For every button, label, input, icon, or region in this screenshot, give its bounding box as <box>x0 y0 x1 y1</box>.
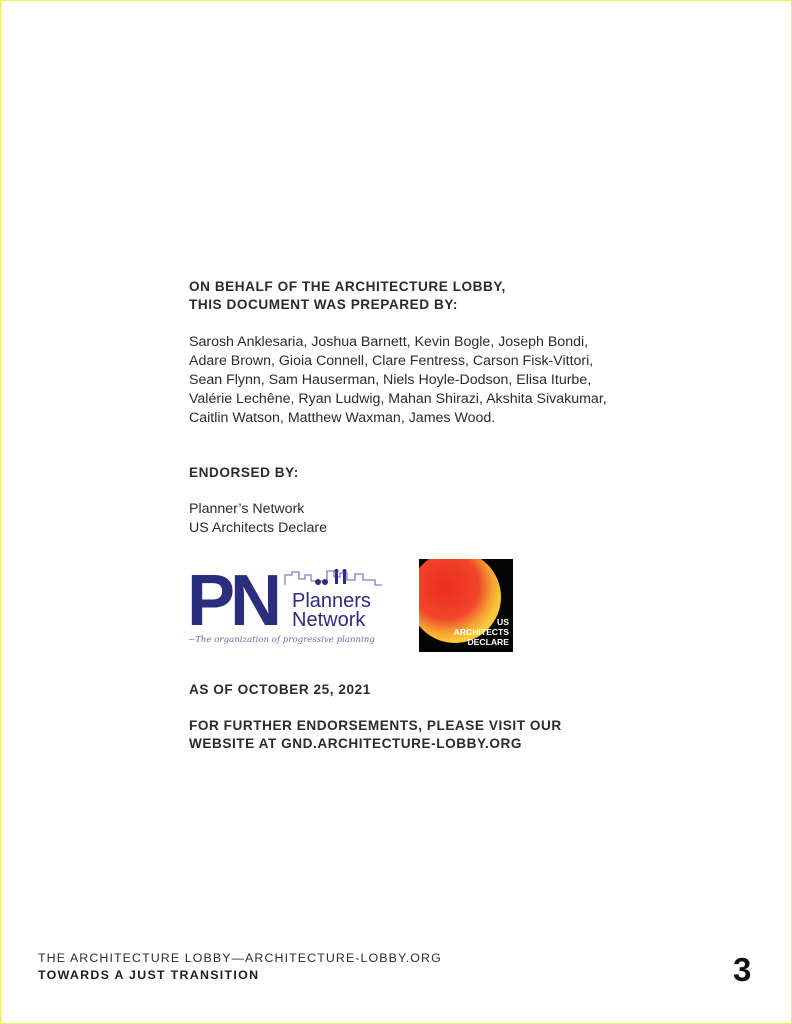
as-of-date <box>189 681 371 699</box>
pn-wordmark-line-1: Planners <box>292 590 371 612</box>
endorsed-by-heading <box>189 464 299 482</box>
usad-text-line-3: DECLARE <box>467 637 509 647</box>
page-number: 3 <box>733 951 752 988</box>
usad-text-line-1: US <box>497 617 509 627</box>
contributors-line: Sarosh Anklesaria, Joshua Barnett, Kevin Bogle, Joseph Bondi, <box>189 334 589 350</box>
as-of-text: AS OF OCTOBER 25, 2021 <box>189 682 371 697</box>
endorser-us-architects-declare: US Architects Declare <box>189 520 327 536</box>
endorser-planners-network: Planner’s Network <box>189 501 305 517</box>
further-endorsements-note <box>189 717 562 753</box>
endorsers-list <box>189 500 327 538</box>
contributors-line: Valérie Lechêne, Ryan Ludwig, Mahan Shirazi, Akshita Sivakumar, <box>189 391 607 407</box>
further-line-2: WEBSITE AT GND.ARCHITECTURE-LOBBY.ORG <box>189 736 522 751</box>
contributors-line: Adare Brown, Gioia Connell, Clare Fentress, Carson Fisk-Vittori, <box>189 353 594 369</box>
contributors-line: Sean Flynn, Sam Hauserman, Niels Hoyle-Dodson, Elisa Iturbe, <box>189 372 592 388</box>
skyline-icon <box>285 571 382 585</box>
endorsed-heading-text: ENDORSED BY: <box>189 465 299 480</box>
footer-organization: THE ARCHITECTURE LOBBY—ARCHITECTURE-LOBBY.ORG <box>38 951 442 965</box>
prepared-by-heading <box>189 278 506 314</box>
contributors-line: Caitlin Watson, Matthew Waxman, James Wood. <box>189 410 496 426</box>
further-line-1: FOR FURTHER ENDORSEMENTS, PLEASE VISIT OUR <box>189 718 562 733</box>
planners-network-logo <box>187 563 387 649</box>
prepared-heading-line-2: THIS DOCUMENT WAS PREPARED BY: <box>189 297 458 312</box>
prepared-heading-line-1: ON BEHALF OF THE ARCHITECTURE LOBBY, <box>189 279 506 294</box>
us-architects-declare-logo <box>419 559 513 652</box>
footer-document-title: TOWARDS A JUST TRANSITION <box>38 968 260 982</box>
pn-monogram: PN <box>187 563 278 641</box>
pn-wordmark-line-2: Network <box>292 609 366 631</box>
contributors-list <box>189 333 607 428</box>
pn-tagline: ~The organization of progressive planning <box>188 635 375 645</box>
usad-text-line-2: ARCHITECTS <box>453 627 509 637</box>
